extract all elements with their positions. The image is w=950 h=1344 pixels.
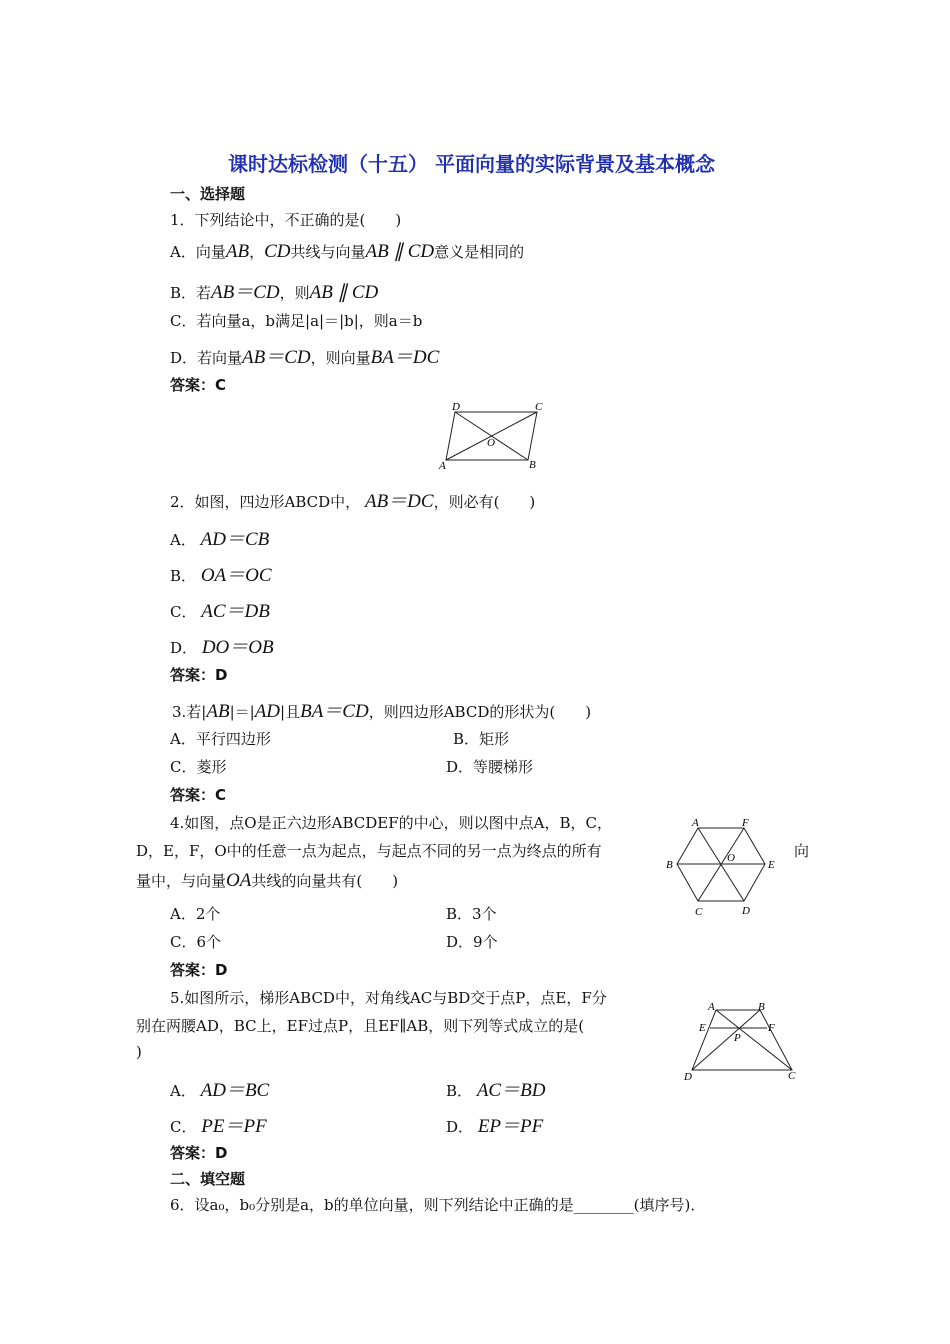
q3-option-a: A．平行四边形 <box>170 730 271 748</box>
q5-option-c: C． PE＝PF <box>170 1116 267 1137</box>
fig3-label-d: D <box>684 1071 692 1083</box>
fig1-label-c: C <box>535 401 543 413</box>
q4-stem-line3: 量中，与向量OA共线的向量共有( ) <box>136 870 399 891</box>
fig2-label-o: O <box>727 852 735 864</box>
q5-answer: 答案：D <box>170 1144 228 1162</box>
q3-option-d: D．等腰梯形 <box>446 758 534 776</box>
q5-option-a: A． AD＝BC <box>170 1080 270 1101</box>
q2-option-d: D． DO＝OB <box>170 637 274 658</box>
q4-stem-line2: D，E，F，O中的任意一点为起点，与起点不同的另一点为终点的所有 <box>136 842 602 860</box>
fig2-label-e: E <box>768 859 775 871</box>
q1-option-b: B．若AB＝CD，则AB ∥ CD <box>170 282 379 303</box>
q3-option-b: B．矩形 <box>453 730 510 748</box>
fig3-label-a: A <box>708 1001 715 1013</box>
hexagon-figure <box>662 815 782 921</box>
trapezoid-figure <box>680 996 800 1084</box>
fig2-label-d: D <box>742 905 750 917</box>
fig1-label-d: D <box>452 401 460 413</box>
q6-stem: 6．设a₀，b₀分别是a，b的单位向量，则下列结论中正确的是________(填序号)． <box>170 1196 706 1214</box>
q5-option-b: B． AC＝BD <box>446 1080 546 1101</box>
parallelogram-figure <box>436 398 548 472</box>
q5-stem-line3: ) <box>136 1043 142 1061</box>
q3-option-c: C．菱形 <box>170 758 227 776</box>
q4-option-b: B．3个 <box>446 905 497 923</box>
q4-option-a: A．2个 <box>170 905 221 923</box>
fig3-label-p: P <box>734 1032 741 1044</box>
q2-option-b: B． OA＝OC <box>170 565 272 586</box>
fig3-label-f: F <box>768 1022 775 1034</box>
q4-option-c: C．6个 <box>170 933 222 951</box>
q1-stem: 1．下列结论中，不正确的是( ) <box>170 211 402 229</box>
q1-option-d: D．若向量AB＝CD，则向量BA＝DC <box>170 347 440 368</box>
q2-answer: 答案：D <box>170 666 228 684</box>
section-heading-choice: 一、选择题 <box>170 185 246 203</box>
q5-stem-line2: 别在两腰AD，BC上，EF过点P，且EF∥AB，则下列等式成立的是( <box>136 1017 585 1035</box>
fig3-label-b: B <box>758 1001 765 1013</box>
q4-option-d: D．9个 <box>446 933 498 951</box>
fig3-label-c: C <box>788 1070 796 1082</box>
fig1-label-a: A <box>439 460 446 472</box>
q5-option-d: D． EP＝PF <box>446 1116 544 1137</box>
q1-option-c: C．若向量a，b满足|a|＝|b|，则a＝b <box>170 312 423 330</box>
fig1-label-b: B <box>529 459 536 471</box>
q1-option-a: A．向量AB，CD共线与向量AB ∥ CD意义是相同的 <box>170 241 525 262</box>
q5-stem-line1: 5.如图所示，梯形ABCD中，对角线AC与BD交于点P，点E，F分 <box>170 989 607 1007</box>
fig2-label-f: F <box>742 817 749 829</box>
q2-stem: 2．如图，四边形ABCD中， AB＝DC，则必有( ) <box>170 491 536 512</box>
fig2-label-c: C <box>695 906 703 918</box>
fig2-label-b: B <box>666 859 673 871</box>
fig1-label-o: O <box>487 437 495 449</box>
q4-stem-line2-end: 向 <box>794 842 810 860</box>
page-title: 课时达标检测（十五） 平面向量的实际背景及基本概念 <box>228 152 715 176</box>
fig2-label-a: A <box>692 817 699 829</box>
q2-option-a: A． AD＝CB <box>170 529 270 550</box>
q3-answer: 答案：C <box>170 786 227 804</box>
fig3-label-e: E <box>699 1022 706 1034</box>
q3-stem: 3.若|AB|＝|AD|且BA＝CD，则四边形ABCD的形状为( ) <box>172 701 592 722</box>
q4-stem-line1: 4.如图，点O是正六边形ABCDEF的中心，则以图中点A，B，C， <box>170 814 612 832</box>
q4-answer: 答案：D <box>170 961 228 979</box>
q2-option-c: C． AC＝DB <box>170 601 270 622</box>
section-heading-fill: 二、填空题 <box>170 1170 246 1188</box>
q1-answer: 答案：C <box>170 376 227 394</box>
